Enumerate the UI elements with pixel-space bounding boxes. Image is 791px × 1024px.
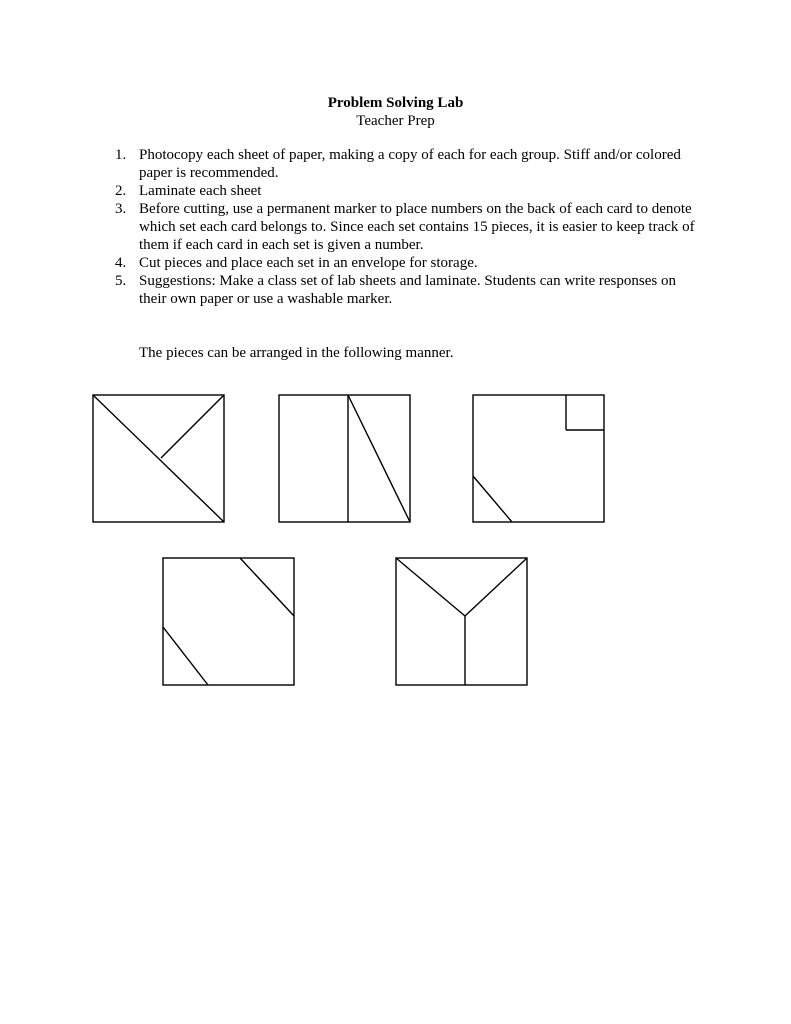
- step-number: 2.: [115, 183, 127, 199]
- step-number: 5.: [115, 273, 127, 289]
- arrangement-note: The pieces can be arranged in the following manner.: [139, 345, 454, 361]
- square-outline: [163, 558, 294, 685]
- step-text: Suggestions: Make a class set of lab sheets and laminate. Students can write responses on their own paper or use a washable marker.: [139, 273, 676, 307]
- square-1: [93, 395, 224, 522]
- square-5: [396, 558, 527, 685]
- step-text: Cut pieces and place each set in an envelope for storage.: [139, 255, 478, 271]
- cut-line: [465, 558, 527, 616]
- step-number: 1.: [115, 147, 127, 163]
- step-number: 4.: [115, 255, 127, 271]
- square-outline: [279, 395, 410, 522]
- cut-line: [396, 558, 465, 616]
- page-subtitle: Teacher Prep: [356, 113, 435, 129]
- cut-line: [161, 395, 224, 458]
- cut-line: [163, 627, 208, 685]
- square-3: [473, 395, 604, 522]
- square-outline: [473, 395, 604, 522]
- square-4: [163, 558, 294, 685]
- step-number: 3.: [115, 201, 127, 217]
- step-text: Laminate each sheet: [139, 183, 262, 199]
- step-text: Before cutting, use a permanent marker to place numbers on the back of each card to denote which set each card belongs to. Since each set contains 15 pieces, it is easier to keep track of them if each card in each set is given a number.: [139, 201, 695, 253]
- cut-line: [473, 476, 512, 522]
- square-2: [279, 395, 410, 522]
- step-text: Photocopy each sheet of paper, making a copy of each for each group. Stiff and/or colored paper is recommended.: [139, 147, 681, 181]
- page-title: Problem Solving Lab: [327, 95, 464, 111]
- cut-line: [348, 395, 410, 522]
- cut-line: [240, 558, 294, 616]
